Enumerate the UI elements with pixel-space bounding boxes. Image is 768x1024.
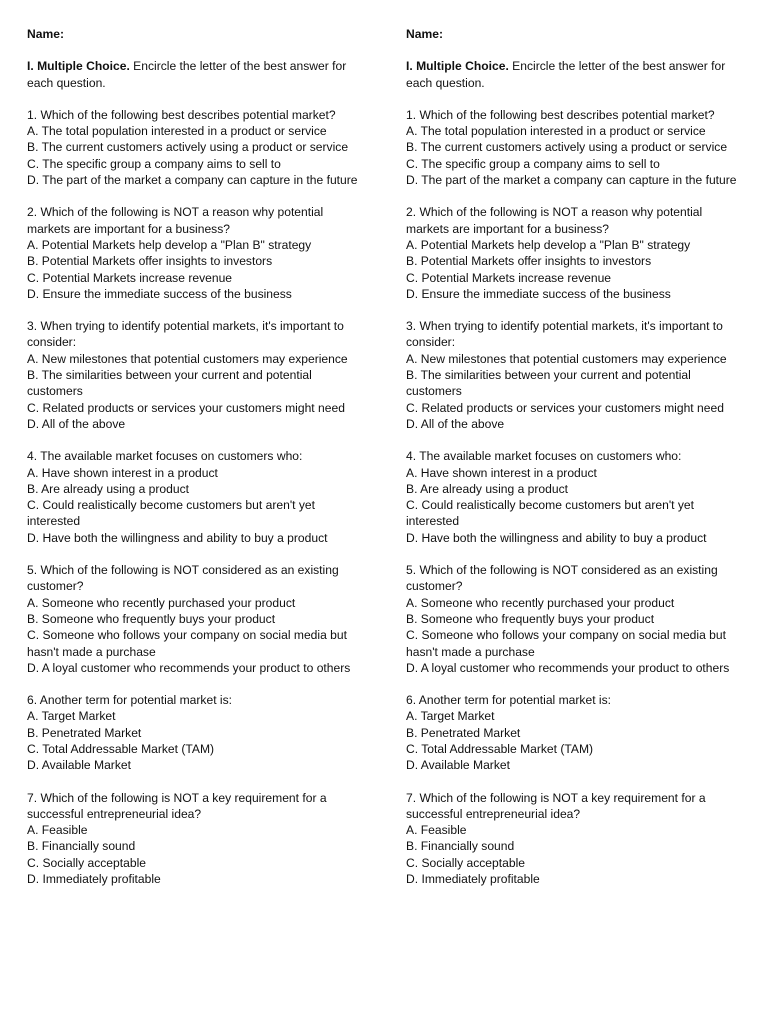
choice-d[interactable]: D. The part of the market a company can capture in the future: [406, 173, 737, 188]
choice-c[interactable]: C. Potential Markets increase revenue: [27, 270, 233, 285]
choice-b[interactable]: B. The current customers actively using a product or service: [27, 140, 349, 155]
choice-a[interactable]: A. Target Market: [27, 709, 116, 724]
choice-c[interactable]: C. Socially acceptable: [27, 855, 146, 870]
question-6: [27, 692, 361, 773]
choice-d[interactable]: D. Available Market: [27, 758, 131, 773]
choice-a[interactable]: A. New milestones that potential customers may experience: [406, 351, 727, 366]
choice-a[interactable]: A. Potential Markets help develop a "Plan B" strategy: [406, 237, 691, 252]
instructions: [406, 58, 740, 91]
question-7: [406, 790, 740, 888]
choice-list: [27, 351, 361, 432]
question-list: [27, 107, 361, 887]
choice-b[interactable]: B. Are already using a product: [406, 481, 569, 496]
question-text: 5. Which of the following is NOT considered as an existing customer?: [406, 563, 718, 594]
choice-c[interactable]: C. Could realistically become customers but aren't yet interested: [27, 498, 315, 529]
choice-d[interactable]: D. Have both the willingness and ability to buy a product: [27, 530, 328, 545]
choice-b[interactable]: B. Potential Markets offer insights to investors: [406, 254, 652, 269]
choice-list: [27, 822, 361, 887]
question-text: 1. Which of the following best describes potential market?: [406, 107, 715, 122]
question-4: [27, 448, 361, 546]
choice-b[interactable]: B. The similarities between your current and potential customers: [406, 368, 691, 399]
question-2: [27, 204, 361, 302]
question-text: 3. When trying to identify potential markets, it's important to consider:: [27, 319, 344, 350]
choice-b[interactable]: B. Financially sound: [406, 839, 515, 854]
choice-a[interactable]: A. Have shown interest in a product: [27, 465, 218, 480]
question-5: [27, 562, 361, 676]
choice-a[interactable]: A. Someone who recently purchased your product: [27, 595, 296, 610]
question-text: 7. Which of the following is NOT a key requirement for a successful entrepreneurial idea?: [27, 790, 327, 821]
question-text: 7. Which of the following is NOT a key requirement for a successful entrepreneurial idea?: [406, 790, 706, 821]
choice-list: [27, 123, 361, 188]
worksheet-copy-right: [406, 26, 740, 887]
choice-a[interactable]: A. Have shown interest in a product: [406, 465, 597, 480]
choice-list: [406, 465, 740, 546]
choice-c[interactable]: C. Someone who follows your company on social media but hasn't made a purchase: [406, 628, 726, 659]
choice-b[interactable]: B. Potential Markets offer insights to investors: [27, 254, 273, 269]
choice-d[interactable]: D. Have both the willingness and ability to buy a product: [406, 530, 707, 545]
name-label: Name:: [406, 27, 443, 41]
question-7: [27, 790, 361, 888]
choice-c[interactable]: C. Related products or services your customers might need: [27, 400, 345, 415]
choice-d[interactable]: D. Ensure the immediate success of the business: [406, 286, 671, 301]
question-text: 6. Another term for potential market is:: [27, 693, 233, 708]
question-text: 4. The available market focuses on customers who:: [406, 449, 682, 464]
instructions-lead: I. Multiple Choice.: [406, 59, 509, 74]
question-text: 6. Another term for potential market is:: [406, 693, 612, 708]
choice-d[interactable]: D. All of the above: [406, 416, 505, 431]
question-4: [406, 448, 740, 546]
choice-c[interactable]: C. Related products or services your customers might need: [406, 400, 724, 415]
choice-b[interactable]: B. Penetrated Market: [406, 725, 521, 740]
choice-list: [27, 708, 361, 773]
choice-b[interactable]: B. Penetrated Market: [27, 725, 142, 740]
choice-c[interactable]: C. Could realistically become customers but aren't yet interested: [406, 498, 694, 529]
question-text: 4. The available market focuses on customers who:: [27, 449, 303, 464]
question-1: [27, 107, 361, 188]
instructions-text: Encircle the letter of the best answer for each question.: [27, 59, 347, 90]
question-3: [27, 318, 361, 432]
choice-b[interactable]: B. The similarities between your current and potential customers: [27, 368, 312, 399]
choice-b[interactable]: B. Someone who frequently buys your product: [406, 611, 655, 626]
worksheet-copy-left: [27, 26, 361, 887]
instructions: [27, 58, 361, 91]
choice-d[interactable]: D. Immediately profitable: [406, 872, 540, 887]
choice-a[interactable]: A. Target Market: [406, 709, 495, 724]
instructions-lead: I. Multiple Choice.: [27, 59, 130, 74]
choice-c[interactable]: C. The specific group a company aims to sell to: [27, 156, 281, 171]
question-text: 2. Which of the following is NOT a reason why potential markets are important for a business?: [27, 205, 324, 236]
choice-d[interactable]: D. Ensure the immediate success of the business: [27, 286, 292, 301]
question-text: 1. Which of the following best describes potential market?: [27, 107, 336, 122]
name-label: Name:: [27, 27, 64, 41]
question-text: 5. Which of the following is NOT considered as an existing customer?: [27, 563, 339, 594]
choice-list: [406, 595, 740, 676]
choice-a[interactable]: A. The total population interested in a product or service: [406, 124, 706, 139]
choice-d[interactable]: D. The part of the market a company can capture in the future: [27, 173, 358, 188]
choice-d[interactable]: D. A loyal customer who recommends your product to others: [27, 660, 351, 675]
choice-list: [406, 237, 740, 302]
choice-c[interactable]: C. Total Addressable Market (TAM): [406, 741, 594, 756]
choice-list: [406, 822, 740, 887]
choice-d[interactable]: D. All of the above: [27, 416, 126, 431]
choice-a[interactable]: A. Someone who recently purchased your product: [406, 595, 675, 610]
question-2: [406, 204, 740, 302]
question-3: [406, 318, 740, 432]
choice-a[interactable]: A. New milestones that potential customers may experience: [27, 351, 348, 366]
choice-list: [406, 351, 740, 432]
choice-list: [406, 123, 740, 188]
question-text: 3. When trying to identify potential markets, it's important to consider:: [406, 319, 723, 350]
choice-list: [27, 465, 361, 546]
choice-b[interactable]: B. Are already using a product: [27, 481, 190, 496]
choice-b[interactable]: B. The current customers actively using a product or service: [406, 140, 728, 155]
question-1: [406, 107, 740, 188]
choice-list: [27, 237, 361, 302]
choice-a[interactable]: A. Feasible: [27, 823, 88, 838]
choice-c[interactable]: C. Potential Markets increase revenue: [406, 270, 612, 285]
choice-d[interactable]: D. Available Market: [406, 758, 510, 773]
choice-b[interactable]: B. Someone who frequently buys your product: [27, 611, 276, 626]
choice-d[interactable]: D. A loyal customer who recommends your product to others: [406, 660, 730, 675]
question-5: [406, 562, 740, 676]
choice-list: [27, 595, 361, 676]
choice-a[interactable]: A. Feasible: [406, 823, 467, 838]
question-list: [406, 107, 740, 887]
choice-a[interactable]: A. The total population interested in a product or service: [27, 124, 327, 139]
choice-a[interactable]: A. Potential Markets help develop a "Plan B" strategy: [27, 237, 312, 252]
choice-list: [406, 708, 740, 773]
choice-c[interactable]: C. Someone who follows your company on social media but hasn't made a purchase: [27, 628, 347, 659]
choice-b[interactable]: B. Financially sound: [27, 839, 136, 854]
choice-c[interactable]: C. The specific group a company aims to sell to: [406, 156, 660, 171]
choice-c[interactable]: C. Total Addressable Market (TAM): [27, 741, 215, 756]
question-6: [406, 692, 740, 773]
choice-c[interactable]: C. Socially acceptable: [406, 855, 525, 870]
instructions-text: Encircle the letter of the best answer for each question.: [406, 59, 726, 90]
question-text: 2. Which of the following is NOT a reason why potential markets are important for a business?: [406, 205, 703, 236]
choice-d[interactable]: D. Immediately profitable: [27, 872, 161, 887]
